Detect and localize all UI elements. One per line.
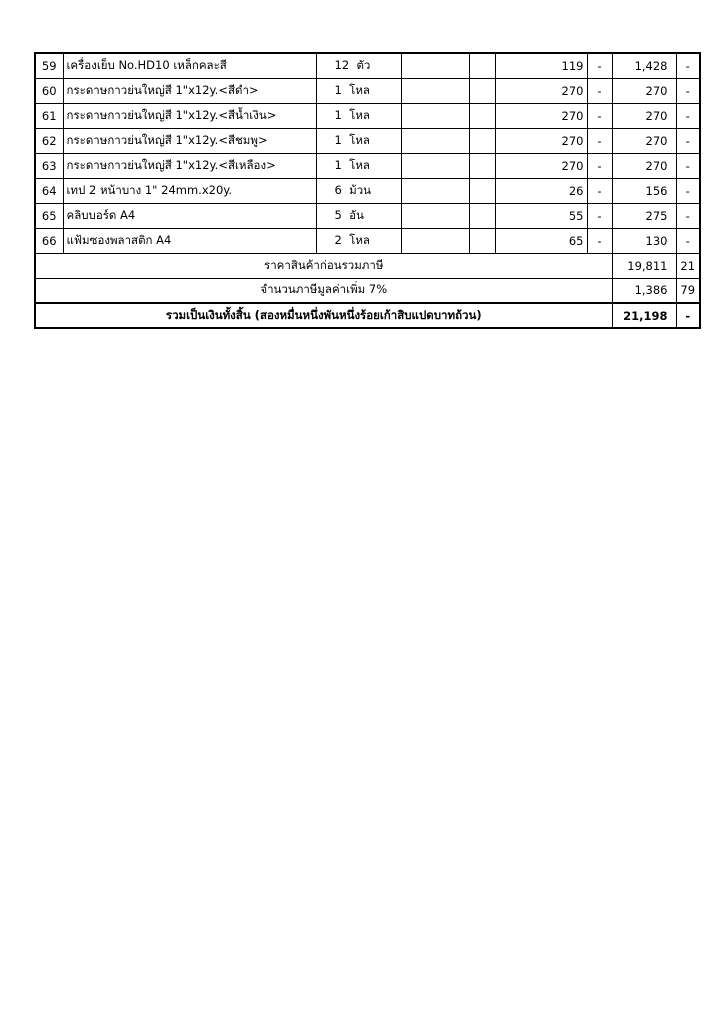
items-body [35, 53, 700, 328]
item-amount: 270 [612, 128, 676, 153]
item-description: เทป 2 หน้าบาง 1" 24mm.x20y. [63, 178, 316, 203]
item-quantity [316, 153, 401, 178]
quantity-unit: โหล [349, 157, 370, 172]
item-amount: 270 [612, 153, 676, 178]
item-amount: 275 [612, 203, 676, 228]
item-amount-satang: - [676, 103, 700, 128]
table-row [35, 153, 700, 178]
empty-cell [401, 78, 469, 103]
item-number: 62 [35, 128, 63, 153]
empty-cell [469, 103, 495, 128]
item-number: 60 [35, 78, 63, 103]
quantity-unit: ตัว [356, 57, 371, 72]
item-quantity [316, 78, 401, 103]
item-unit-price-satang: - [587, 78, 612, 103]
subtotal-row [35, 253, 700, 278]
quantity-value: 6 [334, 182, 342, 197]
quantity-value: 12 [334, 57, 350, 72]
subtotal-label: ราคาสินค้าก่อนรวมภาษี [35, 253, 612, 278]
grand-total-row [35, 303, 700, 328]
item-description: กระดาษกาวย่นใหญ่สี 1"x12y.<สีน้ำเงิน> [63, 103, 316, 128]
empty-cell [469, 78, 495, 103]
table-row [35, 103, 700, 128]
quantity-value: 5 [334, 207, 342, 222]
item-quantity [316, 53, 401, 78]
item-unit-price-satang: - [587, 103, 612, 128]
item-amount: 270 [612, 103, 676, 128]
item-amount: 130 [612, 228, 676, 253]
vat-row [35, 278, 700, 303]
item-amount-satang: - [676, 78, 700, 103]
item-description: แฟ้มซองพลาสติก A4 [63, 228, 316, 253]
empty-cell [469, 153, 495, 178]
empty-cell [469, 178, 495, 203]
item-unit-price: 270 [495, 128, 587, 153]
item-amount-satang: - [676, 53, 700, 78]
item-amount-satang: - [676, 178, 700, 203]
table-row [35, 178, 700, 203]
item-unit-price: 270 [495, 103, 587, 128]
items-table [34, 52, 701, 329]
vat-amount: 1,386 [612, 278, 676, 303]
item-number: 65 [35, 203, 63, 228]
quantity-unit: โหล [349, 232, 370, 247]
item-unit-price: 270 [495, 78, 587, 103]
item-number: 64 [35, 178, 63, 203]
item-quantity [316, 228, 401, 253]
empty-cell [469, 228, 495, 253]
item-unit-price-satang: - [587, 178, 612, 203]
quantity-unit: อัน [349, 207, 364, 222]
empty-cell [469, 203, 495, 228]
item-quantity [316, 103, 401, 128]
item-unit-price-satang: - [587, 228, 612, 253]
table-row [35, 128, 700, 153]
quantity-value: 1 [334, 82, 342, 97]
item-description: กระดาษกาวย่นใหญ่สี 1"x12y.<สีดำ> [63, 78, 316, 103]
item-description: กระดาษกาวย่นใหญ่สี 1"x12y.<สีเหลือง> [63, 153, 316, 178]
item-amount: 156 [612, 178, 676, 203]
table-row [35, 203, 700, 228]
quantity-unit: โหล [349, 82, 370, 97]
item-unit-price: 55 [495, 203, 587, 228]
grand-total-label: รวมเป็นเงินทั้งสิ้น (สองหมื่นหนึ่งพันหนึ่งร้อยเก้าสิบแปดบาทถ้วน) [35, 303, 612, 328]
vat-satang: 79 [676, 278, 700, 303]
item-unit-price-satang: - [587, 203, 612, 228]
item-unit-price: 65 [495, 228, 587, 253]
empty-cell [401, 128, 469, 153]
item-amount: 270 [612, 78, 676, 103]
table-row [35, 53, 700, 78]
empty-cell [469, 53, 495, 78]
quantity-unit: โหล [349, 107, 370, 122]
subtotal-amount: 19,811 [612, 253, 676, 278]
vat-label: จำนวนภาษีมูลค่าเพิ่ม 7% [35, 278, 612, 303]
item-amount-satang: - [676, 128, 700, 153]
empty-cell [401, 103, 469, 128]
item-quantity [316, 203, 401, 228]
item-amount-satang: - [676, 153, 700, 178]
item-number: 61 [35, 103, 63, 128]
quantity-unit: โหล [349, 132, 370, 147]
item-amount: 1,428 [612, 53, 676, 78]
item-number: 66 [35, 228, 63, 253]
item-quantity [316, 128, 401, 153]
item-unit-price: 270 [495, 153, 587, 178]
empty-cell [401, 228, 469, 253]
item-unit-price-satang: - [587, 153, 612, 178]
item-description: กระดาษกาวย่นใหญ่สี 1"x12y.<สีชมพู> [63, 128, 316, 153]
quantity-value: 1 [334, 132, 342, 147]
item-description: คลิบบอร์ด A4 [63, 203, 316, 228]
item-quantity [316, 178, 401, 203]
quantity-value: 2 [334, 232, 342, 247]
empty-cell [401, 203, 469, 228]
quantity-value: 1 [334, 157, 342, 172]
item-number: 63 [35, 153, 63, 178]
item-description: เครื่องเย็บ No.HD10 เหล็กคละสี [63, 53, 316, 78]
table-row [35, 78, 700, 103]
item-number: 59 [35, 53, 63, 78]
grand-total-satang: - [676, 303, 700, 328]
quantity-unit: ม้วน [349, 182, 372, 197]
item-unit-price-satang: - [587, 53, 612, 78]
quantity-value: 1 [334, 107, 342, 122]
item-amount-satang: - [676, 203, 700, 228]
item-unit-price: 119 [495, 53, 587, 78]
item-unit-price: 26 [495, 178, 587, 203]
empty-cell [401, 53, 469, 78]
empty-cell [469, 128, 495, 153]
subtotal-satang: 21 [676, 253, 700, 278]
table-row [35, 228, 700, 253]
empty-cell [401, 153, 469, 178]
empty-cell [401, 178, 469, 203]
item-amount-satang: - [676, 228, 700, 253]
grand-total-amount: 21,198 [612, 303, 676, 328]
item-unit-price-satang: - [587, 128, 612, 153]
